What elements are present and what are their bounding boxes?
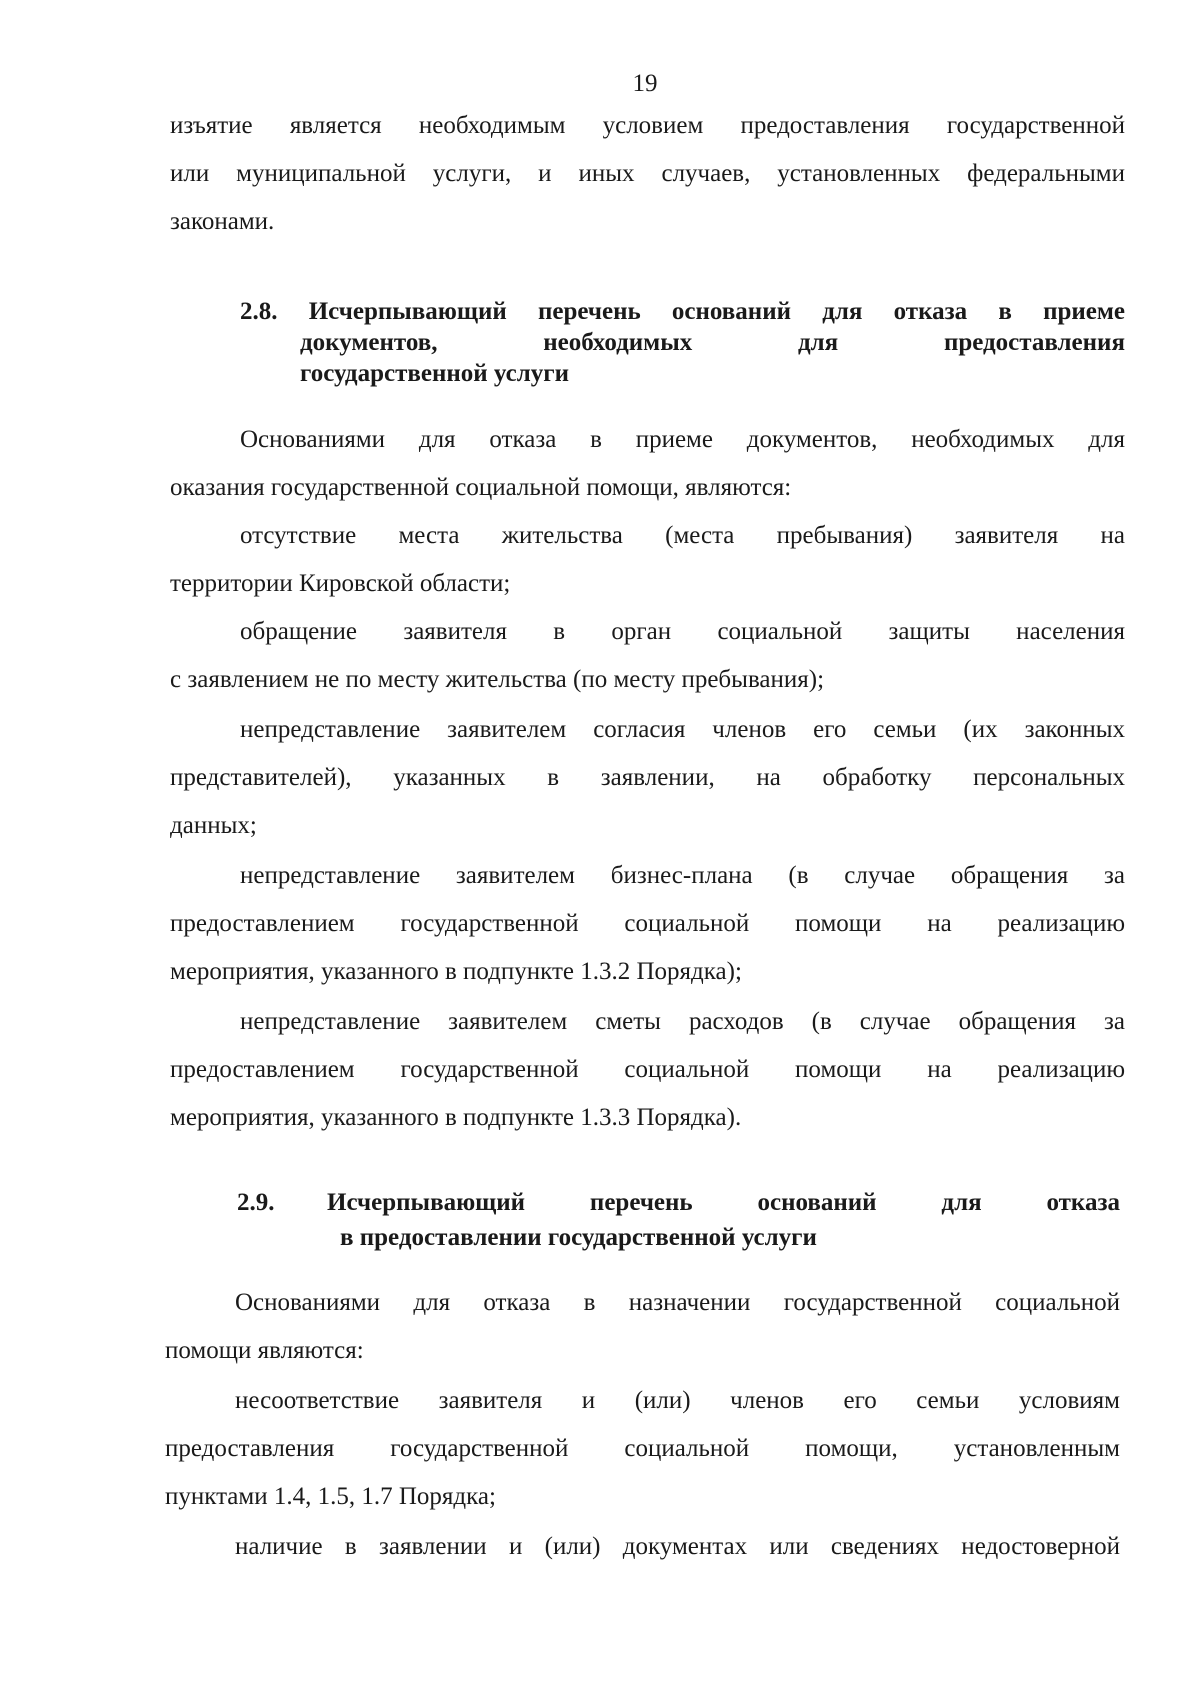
section-heading-2-8-line2 [300,327,1125,358]
paragraph-first-line [240,608,1125,656]
text-line: помощи являются: [165,1337,364,1364]
text-line: предоставлением государственной социальной помощи на реализацию [170,1056,1125,1083]
paragraph-line [170,802,1125,850]
section-heading-2-8 [240,296,1125,327]
text-line: мероприятия, указанного в подпункте 1.3.3 Порядка). [170,1104,742,1131]
text-line: Основаниями для отказа в назначении государственной социальной [235,1289,1120,1316]
text-line: предоставления государственной социальной помощи, установленным [165,1435,1120,1462]
heading-line: Исчерпывающий перечень оснований для отказа [327,1189,1120,1216]
section-heading-2-9 [327,1187,1120,1218]
paragraph-first-line [240,512,1125,560]
paragraph-continuation-end [170,198,1125,246]
page-number: 19 [632,70,658,97]
paragraph-line [170,948,1125,996]
heading-number: 2.9. [237,1189,275,1216]
paragraph-first-line [235,1523,1120,1571]
text-line: несоответствие заявителя и (или) членов его семьи условиям [235,1387,1120,1414]
paragraph-first-line [235,1377,1120,1425]
paragraph-first-line [240,998,1125,1046]
text-line: или муниципальной услуги, и иных случаев, установленных федеральными [170,160,1125,187]
section-heading-2-9-number [237,1187,297,1218]
text-line: отсутствие места жительства (места пребывания) заявителя на [240,522,1125,549]
text-line: обращение заявителя в орган социальной защиты населения [240,618,1125,645]
text-line: изъятие является необходимым условием предоставления государственной [170,112,1125,139]
paragraph-continuation [170,102,1125,198]
text-line: непредставление заявителем бизнес-плана (в случае обращения за [240,862,1125,889]
paragraph-first-line [235,1279,1120,1327]
heading-line: государственной услуги [300,360,570,387]
text-line: законами. [170,208,275,235]
paragraph-first-line [240,852,1125,900]
text-line: наличие в заявлении и (или) документах или сведениях недостоверной [235,1533,1120,1560]
text-line: данных; [170,812,257,839]
text-line: непредставление заявителем сметы расходов (в случае обращения за [240,1008,1125,1035]
section-heading-2-8-line3 [300,358,1125,389]
heading-line: 2.8. Исчерпывающий перечень оснований для отказа в приеме [240,298,1125,325]
paragraph-first-line [240,416,1125,464]
text-line: территории Кировской области; [170,570,511,597]
paragraph-line [170,900,1125,948]
paragraph-line [165,1327,1120,1375]
text-line: с заявлением не по месту жительства (по месту пребывания); [170,666,825,693]
text-line: непредставление заявителем согласия членов его семьи (их законных [240,716,1125,743]
paragraph-line [170,560,1125,608]
text-line: мероприятия, указанного в подпункте 1.3.2 Порядка); [170,958,742,985]
paragraph-line [170,656,1125,704]
text-line: предоставлением государственной социальной помощи на реализацию [170,910,1125,937]
paragraph-line [170,754,1125,802]
paragraph-line [170,464,1125,512]
text-line: Основаниями для отказа в приеме документов, необходимых для [240,426,1125,453]
paragraph-first-line [240,706,1125,754]
text-line: представителей), указанных в заявлении, на обработку персональных [170,764,1125,791]
paragraph-line [170,1094,1125,1142]
paragraph-line [170,1046,1125,1094]
paragraph-line [165,1473,1120,1521]
text-line: пунктами 1.4, 1.5, 1.7 Порядка; [165,1483,496,1510]
section-heading-2-9-line2 [340,1222,1120,1253]
heading-line: в предоставлении государственной услуги [340,1224,817,1251]
heading-line: документов, необходимых для предоставления [300,329,1125,356]
text-line: оказания государственной социальной помощи, являются: [170,474,792,501]
paragraph-line [165,1425,1120,1473]
